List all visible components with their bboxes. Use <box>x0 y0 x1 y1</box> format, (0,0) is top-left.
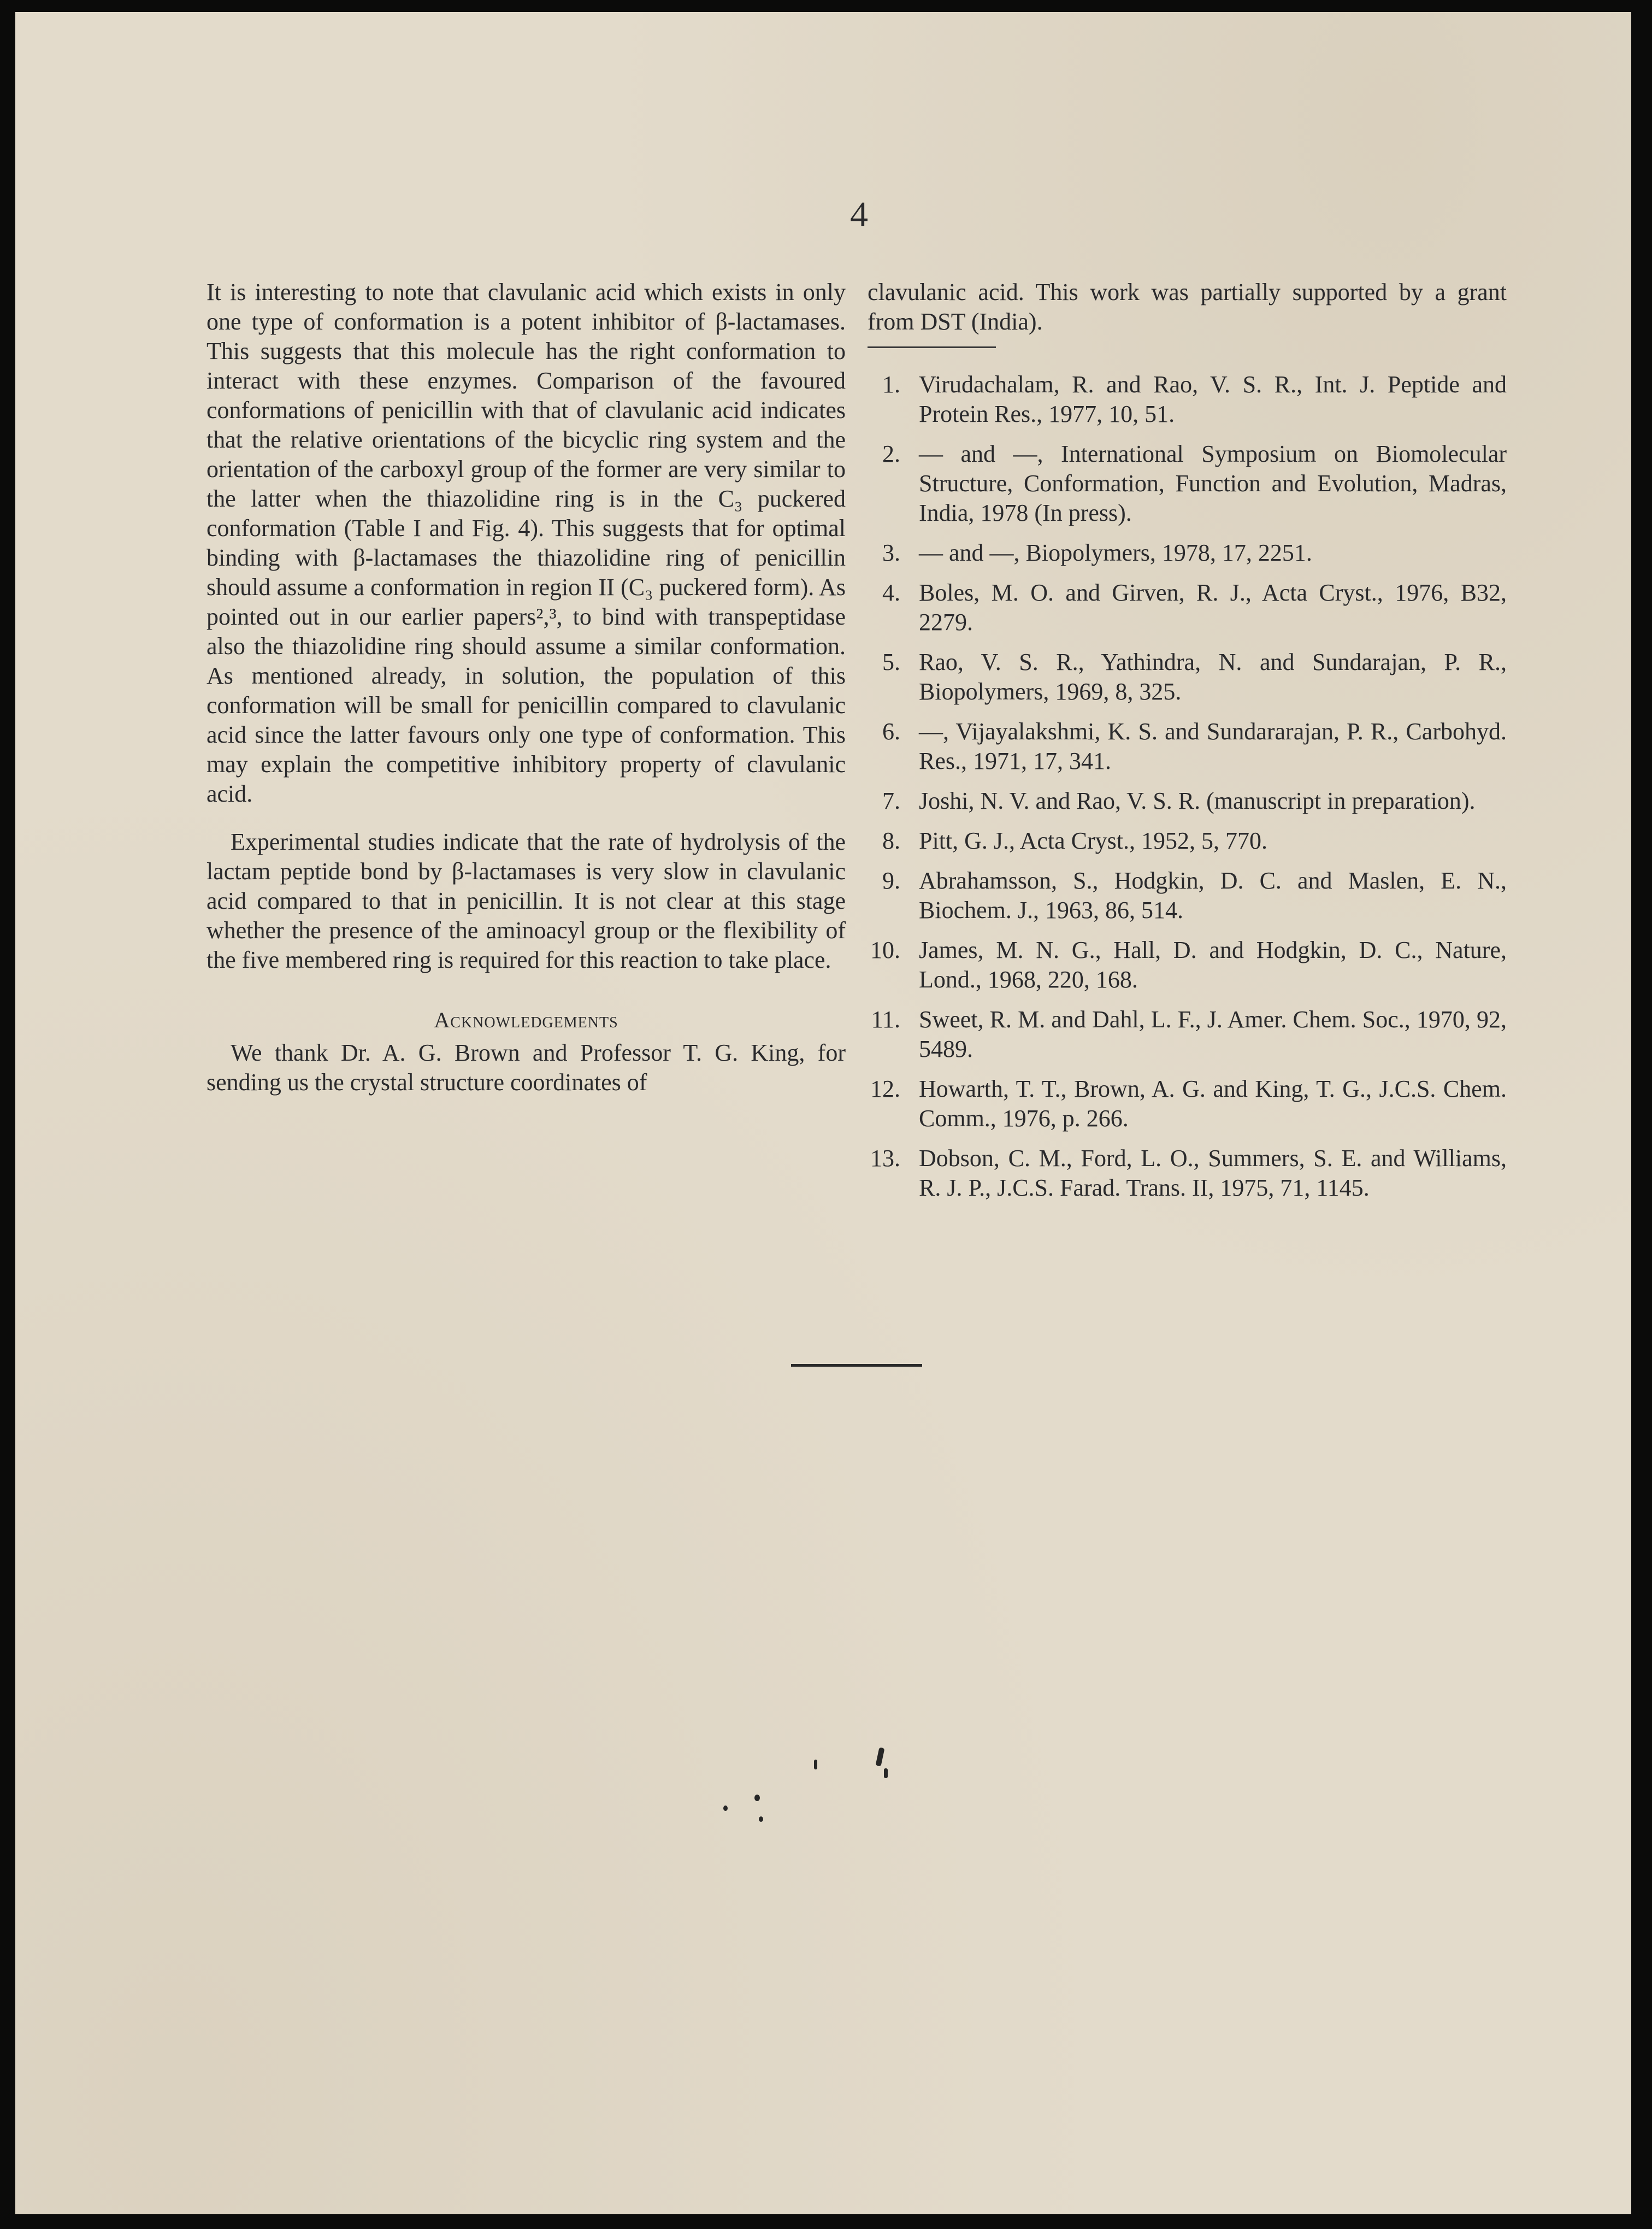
reference-text: Virudachalam, R. and Rao, V. S. R., Int. J. Peptide and Protein Res., 1977, 10, 51. <box>919 371 1507 427</box>
ink-speck <box>814 1760 817 1769</box>
reference-text: — and —, International Symposium on Biomolecular Structure, Conformation, Function and Evolution, Madras, India, 1978 (In press). <box>919 440 1507 526</box>
reference-text: Abrahamsson, S., Hodgkin, D. C. and Maslen, E. N., Biochem. J., 1963, 86, 514. <box>919 867 1507 924</box>
reference-item <box>868 538 1507 568</box>
reference-number: 11. <box>871 1006 900 1033</box>
reference-item <box>868 1005 1507 1064</box>
reference-item <box>868 578 1507 637</box>
right-column <box>868 278 1507 1213</box>
end-of-article-rule <box>791 1364 922 1367</box>
reference-number: 6. <box>882 718 900 745</box>
reference-number: 9. <box>882 867 900 894</box>
references-divider <box>868 346 996 348</box>
reference-item <box>868 648 1507 707</box>
reference-number: 2. <box>882 440 900 467</box>
reference-number: 8. <box>882 827 900 854</box>
ink-speck <box>884 1768 888 1778</box>
reference-item <box>868 717 1507 776</box>
continuation-paragraph: clavulanic acid. This work was partially supported by a grant from DST (India). <box>868 279 1507 335</box>
reference-number: 1. <box>882 371 900 398</box>
reference-number: 7. <box>882 787 900 814</box>
reference-text: Dobson, C. M., Ford, L. O., Summers, S. E. and Williams, R. J. P., J.C.S. Farad. Trans. II, 1975, 71, 1145. <box>919 1145 1507 1201</box>
ink-speck <box>759 1816 763 1822</box>
ink-speck <box>876 1747 885 1766</box>
reference-list <box>868 370 1507 1203</box>
reference-number: 3. <box>882 539 900 566</box>
reference-number: 12. <box>870 1075 900 1102</box>
reference-item <box>868 370 1507 429</box>
reference-item <box>868 936 1507 995</box>
acknowledgements-heading: Acknowledgements <box>434 1008 618 1032</box>
reference-item <box>868 1144 1507 1203</box>
reference-text: Howarth, T. T., Brown, A. G. and King, T. G., J.C.S. Chem. Comm., 1976, p. 266. <box>919 1075 1507 1132</box>
left-column <box>206 278 846 1097</box>
ink-speck <box>723 1805 728 1811</box>
reference-text: —, Vijayalakshmi, K. S. and Sundararajan, P. R., Carbohyd. Res., 1971, 17, 341. <box>919 718 1507 774</box>
paper-page <box>15 12 1631 2214</box>
reference-text: Joshi, N. V. and Rao, V. S. R. (manuscript in preparation). <box>919 787 1476 814</box>
reference-text: Sweet, R. M. and Dahl, L. F., J. Amer. Chem. Soc., 1970, 92, 5489. <box>919 1006 1507 1062</box>
reference-item <box>868 1074 1507 1133</box>
reference-text: James, M. N. G., Hall, D. and Hodgkin, D. C., Nature, Lond., 1968, 220, 168. <box>919 937 1507 993</box>
acknowledgements-text: We thank Dr. A. G. Brown and Professor T. G. King, for sending us the crystal structure coordinates of <box>206 1039 846 1096</box>
reference-text: Pitt, G. J., Acta Cryst., 1952, 5, 770. <box>919 827 1268 854</box>
reference-item <box>868 866 1507 925</box>
reference-text: Boles, M. O. and Girven, R. J., Acta Cryst., 1976, B32, 2279. <box>919 579 1507 636</box>
reference-item <box>868 826 1507 856</box>
reference-number: 10. <box>870 937 900 963</box>
body-paragraph: Experimental studies indicate that the rate of hydrolysis of the lactam peptide bond by β-lactamases is very slow in clavulanic acid compared to that in penicillin. It is not clear at this stage whether the presence of the aminoacyl group or the flexibility of the five membered ring is required for this reaction to take place. <box>206 828 846 973</box>
reference-text: Rao, V. S. R., Yathindra, N. and Sundarajan, P. R., Biopolymers, 1969, 8, 325. <box>919 649 1507 705</box>
body-paragraph: It is interesting to note that clavulanic acid which exists in only one type of conformation is a potent inhibitor of β-lactamases. This suggests that this molecule has the right conformation to interact with these enzymes. Comparison of the favoured conformations of penicillin with that of clavulanic acid indicates that the relative orientations of the bicyclic ring system and the orientation of the carboxyl group of the former are very similar to the latter when the thiazolidine ring is in the C₃ puckered conformation (Table I and Fig. 4). This suggests that for optimal binding with β-lactamases the thiazolidine ring of penicillin should assume a conformation in region II (C₃ puckered form). As pointed out in our earlier papers²,³, to bind with transpeptidase also the thiazolidine ring should assume a similar conformation. As mentioned already, in solution, the population of this conformation will be small for penicillin compared to clavulanic acid since the latter favours only one type of conformation. This may explain the competitive inhibitory property of clavulanic acid. <box>206 279 846 807</box>
reference-number: 4. <box>882 579 900 606</box>
ink-speck <box>754 1795 760 1801</box>
reference-item <box>868 786 1507 816</box>
reference-text: — and —, Biopolymers, 1978, 17, 2251. <box>919 539 1312 566</box>
reference-number: 13. <box>870 1145 900 1172</box>
reference-item <box>868 439 1507 528</box>
reference-number: 5. <box>882 649 900 675</box>
page-number: 4 <box>850 195 868 234</box>
